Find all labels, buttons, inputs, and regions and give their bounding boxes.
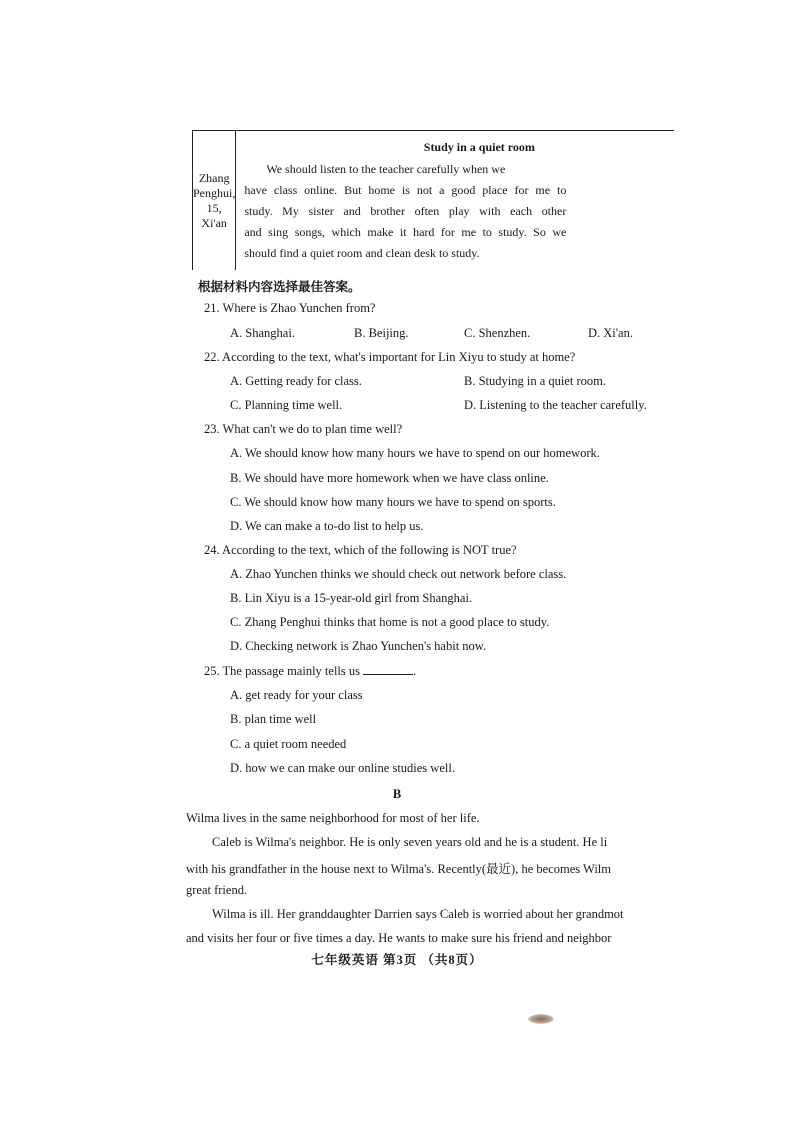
q24-option-c: C. Zhang Penghui thinks that home is not a good place to study. [230,615,550,629]
q25-stem-end: . [413,664,417,678]
box-line: should find a quiet room and clean desk to study. [244,246,480,260]
box-line: have class online. But home is not a good place for me to [244,183,567,197]
q24-option-b: B. Lin Xiyu is a 15-year-old girl from Shanghai. [230,591,473,605]
box-title: Study in a quiet room [423,140,535,154]
page-footer: 七年级英语 第3页 （共8页） [311,953,483,967]
passage-line: great friend. [186,883,248,897]
question-21: 21. Where is Zhao Yunchen from? [204,301,376,315]
box-body [244,159,566,264]
question-23: 23. What can't we do to plan time well? [204,422,403,436]
q22-option-c: C. Planning time well. [230,398,343,412]
q22-option-a: A. Getting ready for class. [230,374,362,388]
q25-option-c: C. a quiet room needed [230,737,347,751]
passage-line: Wilma is ill. Her granddaughter Darrien says Caleb is worried about her grandmot [212,907,624,921]
q25-option-b: B. plan time well [230,712,317,726]
q22-option-b: B. Studying in a quiet room. [464,374,607,388]
passage-line: with his grandfather in the house next to Wilma's. Recently(最近), he becomes Wilm [186,862,611,876]
q21-option-c: C. Shenzhen. [464,326,531,340]
box-line: We should listen to the teacher carefully when we [266,162,506,176]
q23-option-a: A. We should know how many hours we have to spend on our homework. [230,446,600,460]
passage-line: and visits her four or five times a day. He wants to make sure his friend and neighbor [186,931,612,945]
box-line: study. My sister and brother often play with each other [244,204,567,218]
info-table [192,130,674,270]
passage-line: Caleb is Wilma's neighbor. He is only seven years old and he is a student. He li [212,835,608,849]
q25-stem: 25. The passage mainly tells us [204,664,360,678]
passage-line: Wilma lives in the same neighborhood for most of her life. [186,811,480,825]
q22-option-d: D. Listening to the teacher carefully. [464,398,647,412]
section-b-heading: B [392,787,402,801]
q21-option-a: A. Shanghai. [230,326,295,340]
q21-option-b: B. Beijing. [354,326,409,340]
q23-option-c: C. We should know how many hours we have to spend on sports. [230,495,556,509]
student-name-cell: Zhang Penghui, 15, Xi'an [193,131,236,271]
q24-option-a: A. Zhao Yunchen thinks we should check out network before class. [230,567,567,581]
scan-smudge [528,1014,554,1024]
q24-option-d: D. Checking network is Zhao Yunchen's habit now. [230,639,487,653]
question-24: 24. According to the text, which of the following is NOT true? [204,543,517,557]
question-25 [204,664,416,679]
question-22: 22. According to the text, what's important for Lin Xiyu to study at home? [204,350,576,364]
q21-option-d: D. Xi'an. [588,326,633,340]
q25-option-d: D. how we can make our online studies well. [230,761,455,775]
q25-option-a: A. get ready for your class [230,688,363,702]
box-line: and sing songs, which make it hard for me to study. So we [244,225,567,239]
answer-blank [363,664,413,675]
q23-option-d: D. We can make a to-do list to help us. [230,519,424,533]
q23-option-b: B. We should have more homework when we have class online. [230,471,549,485]
student-text-cell [236,131,674,271]
instruction: 根据材料内容选择最佳答案。 [198,280,361,294]
